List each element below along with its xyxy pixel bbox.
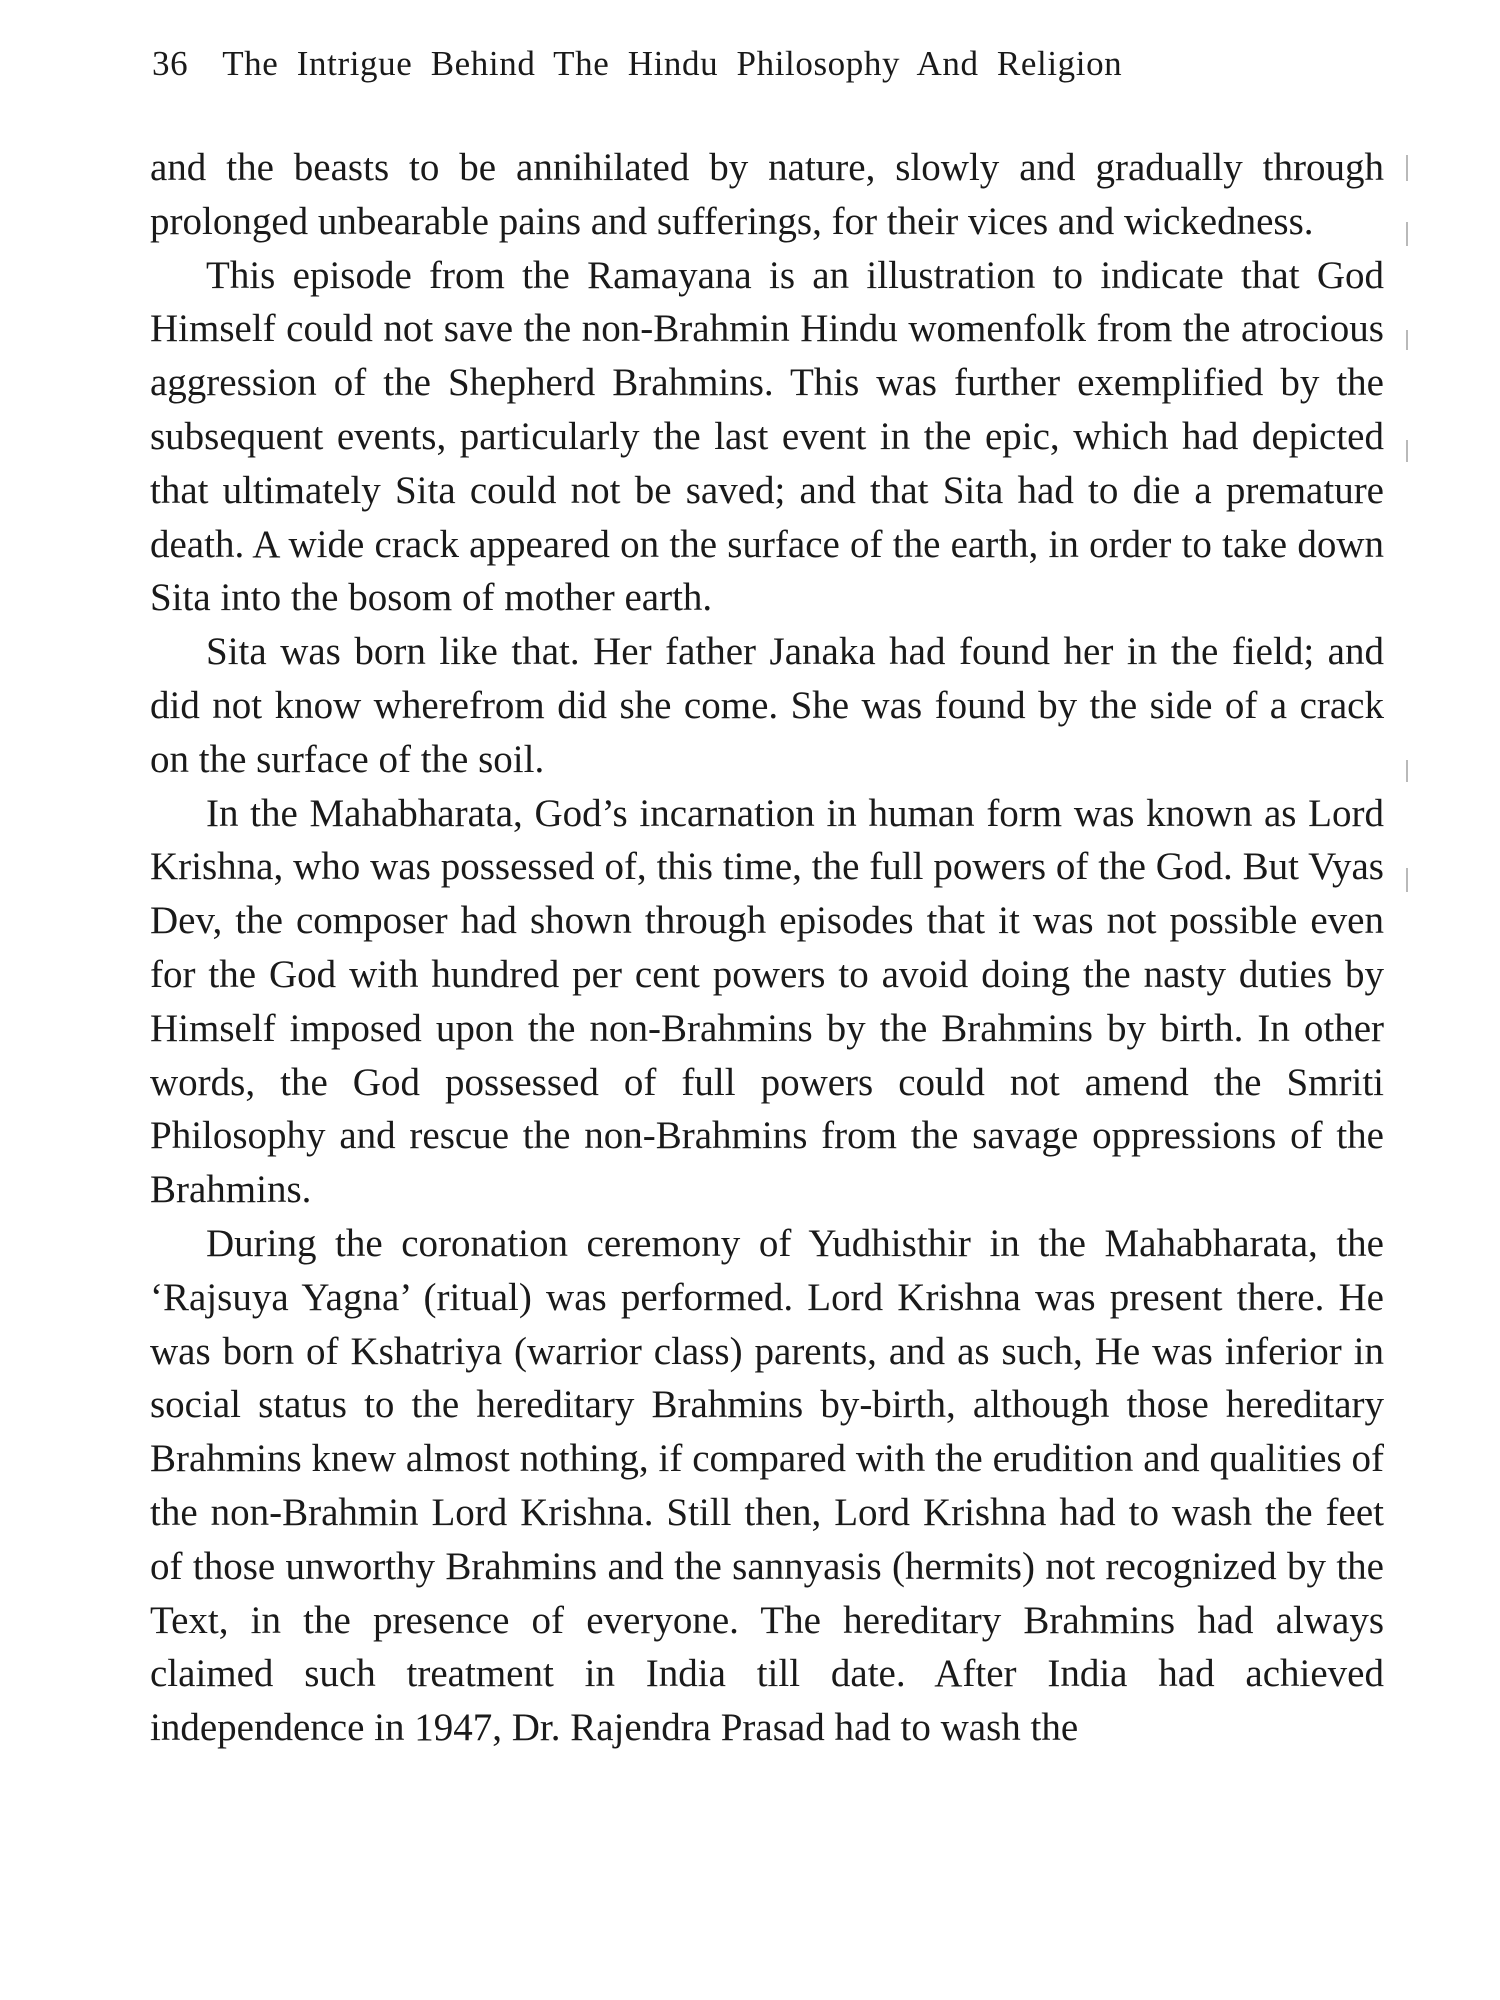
paragraph-sita-birth: Sita was born like that. Her father Janaka had found her in the field; and did not know wherefrom did she come. She was found by the side of a crack on the surface of the soil. [150, 630, 1384, 781]
page-number: 36 [152, 44, 189, 83]
edge-mark [1406, 155, 1408, 181]
paragraph-ramayana-episode: This episode from the Ramayana is an illustration to indicate that God Himself could not save the non-Brahmin Hindu womenfolk from the atrocious aggression of the Shepherd Brahmins. This was further exemplified by the subsequent events, particularly the last event in the epic, which had depicted that ultimately Sita could not be saved; and that Sita had to die a premature death. A wide crack appeared on the surface of the earth, in order to take down Sita into the bosom of mother earth. [150, 253, 1384, 620]
edge-mark [1406, 760, 1408, 782]
body-text [150, 141, 1384, 1755]
edge-mark [1406, 330, 1408, 350]
edge-mark [1406, 222, 1408, 246]
paragraph-continued: and the beasts to be annihilated by nature, slowly and gradually through prolonged unbearable pains and sufferings, for their vices and wickedness. [150, 146, 1384, 243]
edge-mark [1406, 868, 1408, 892]
edge-mark [1406, 440, 1408, 462]
paragraph-mahabharata-krishna: In the Mahabharata, God’s incarnation in human form was known as Lord Krishna, who was possessed of, this time, the full powers of the God. But Vyas Dev, the composer had shown through episodes that it was not possible even for the God with hundred per cent powers to avoid doing the nasty duties by Himself imposed upon the non-Brahmins by the Brahmins by birth. In other words, the God possessed of full powers could not amend the Smriti Philosophy and rescue the non-Brahmins from the savage oppressions of the Brahmins. [150, 791, 1384, 1212]
running-header [152, 42, 1382, 86]
running-title: The Intrigue Behind The Hindu Philosophy And Religion [222, 44, 1123, 83]
paragraph-rajsuya-yagna: During the coronation ceremony of Yudhisthir in the Mahabharata, the ‘Rajsuya Yagna’ (ritual) was performed. Lord Krishna was present there. He was born of Kshatriya (warrior class) parents, and as such, He was inferior in social status to the hereditary Brahmins by-birth, although those hereditary Brahmins knew almost nothing, if compared with the erudition and qualities of the non-Brahmin Lord Krishna. Still then, Lord Krishna had to wash the feet of those unworthy Brahmins and the sannyasis (hermits) not recognized by the Text, in the presence of everyone. The hereditary Brahmins had always claimed such treatment in India till date. After India had achieved independence in 1947, Dr. Rajendra Prasad had to wash the [150, 1221, 1384, 1750]
